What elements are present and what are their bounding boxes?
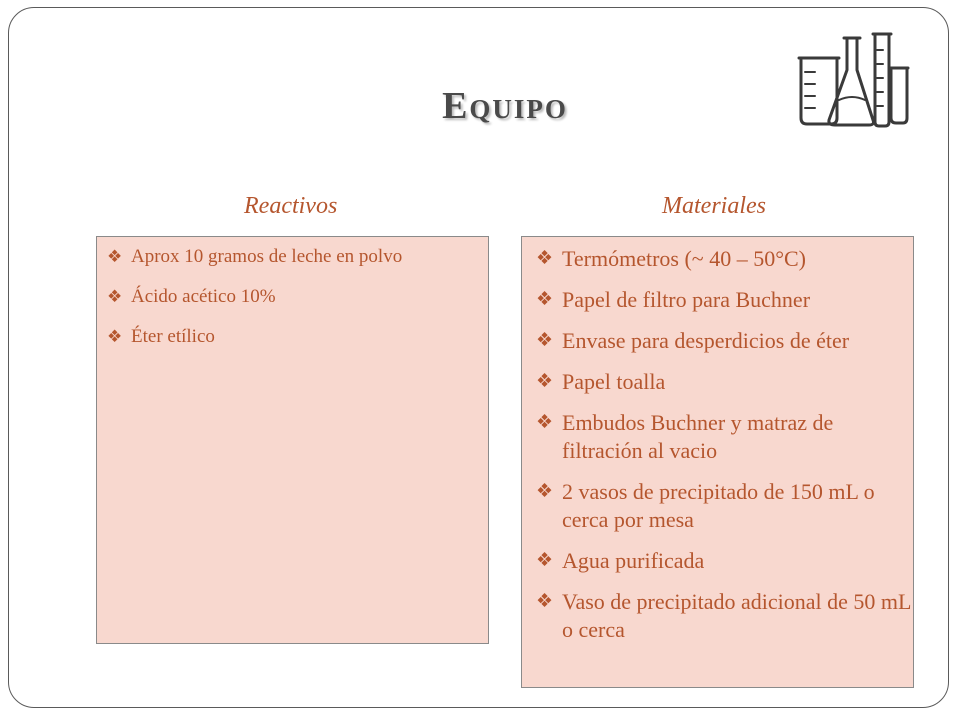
item-text: Vaso de precipitado adicional de 50 mL o cerca — [562, 589, 911, 642]
item-text: Papel toalla — [562, 369, 666, 394]
list-item — [522, 245, 913, 273]
materiales-box — [521, 236, 914, 688]
lab-glassware-icon — [795, 30, 910, 130]
item-text: Embudos Buchner y matraz de filtración al vacio — [562, 410, 834, 463]
slide-title: Equipo — [442, 85, 568, 127]
diamond-bullet-icon: ❖ — [536, 481, 554, 502]
list-item — [522, 327, 913, 355]
list-item — [522, 478, 913, 534]
materiales-heading: Materiales — [662, 193, 766, 219]
materiales-list — [522, 245, 913, 644]
item-text: Aprox 10 gramos de leche en polvo — [131, 246, 403, 267]
diamond-bullet-icon: ❖ — [536, 412, 554, 433]
item-text: 2 vasos de precipitado de 150 mL o cerca por mesa — [562, 479, 875, 532]
list-item — [97, 285, 488, 309]
list-item — [522, 286, 913, 314]
list-item — [522, 547, 913, 575]
item-text: Ácido acético 10% — [131, 286, 276, 307]
list-item — [522, 588, 913, 644]
reactivos-heading: Reactivos — [244, 193, 338, 219]
item-text: Papel de filtro para Buchner — [562, 287, 811, 312]
list-item — [97, 325, 488, 349]
diamond-bullet-icon: ❖ — [107, 327, 123, 346]
diamond-bullet-icon: ❖ — [536, 550, 554, 571]
item-text: Envase para desperdicios de éter — [562, 328, 850, 353]
list-item — [522, 409, 913, 465]
list-item — [97, 245, 488, 269]
diamond-bullet-icon: ❖ — [536, 330, 554, 351]
list-item — [522, 368, 913, 396]
item-text: Agua purificada — [562, 548, 705, 573]
reactivos-list — [97, 245, 488, 349]
diamond-bullet-icon: ❖ — [536, 591, 554, 612]
diamond-bullet-icon: ❖ — [536, 248, 554, 269]
item-text: Termómetros (~ 40 – 50°C) — [562, 246, 807, 271]
diamond-bullet-icon: ❖ — [536, 371, 554, 392]
diamond-bullet-icon: ❖ — [536, 289, 554, 310]
diamond-bullet-icon: ❖ — [107, 287, 123, 306]
reactivos-box — [96, 236, 489, 644]
item-text: Éter etílico — [131, 326, 215, 347]
diamond-bullet-icon: ❖ — [107, 247, 123, 266]
